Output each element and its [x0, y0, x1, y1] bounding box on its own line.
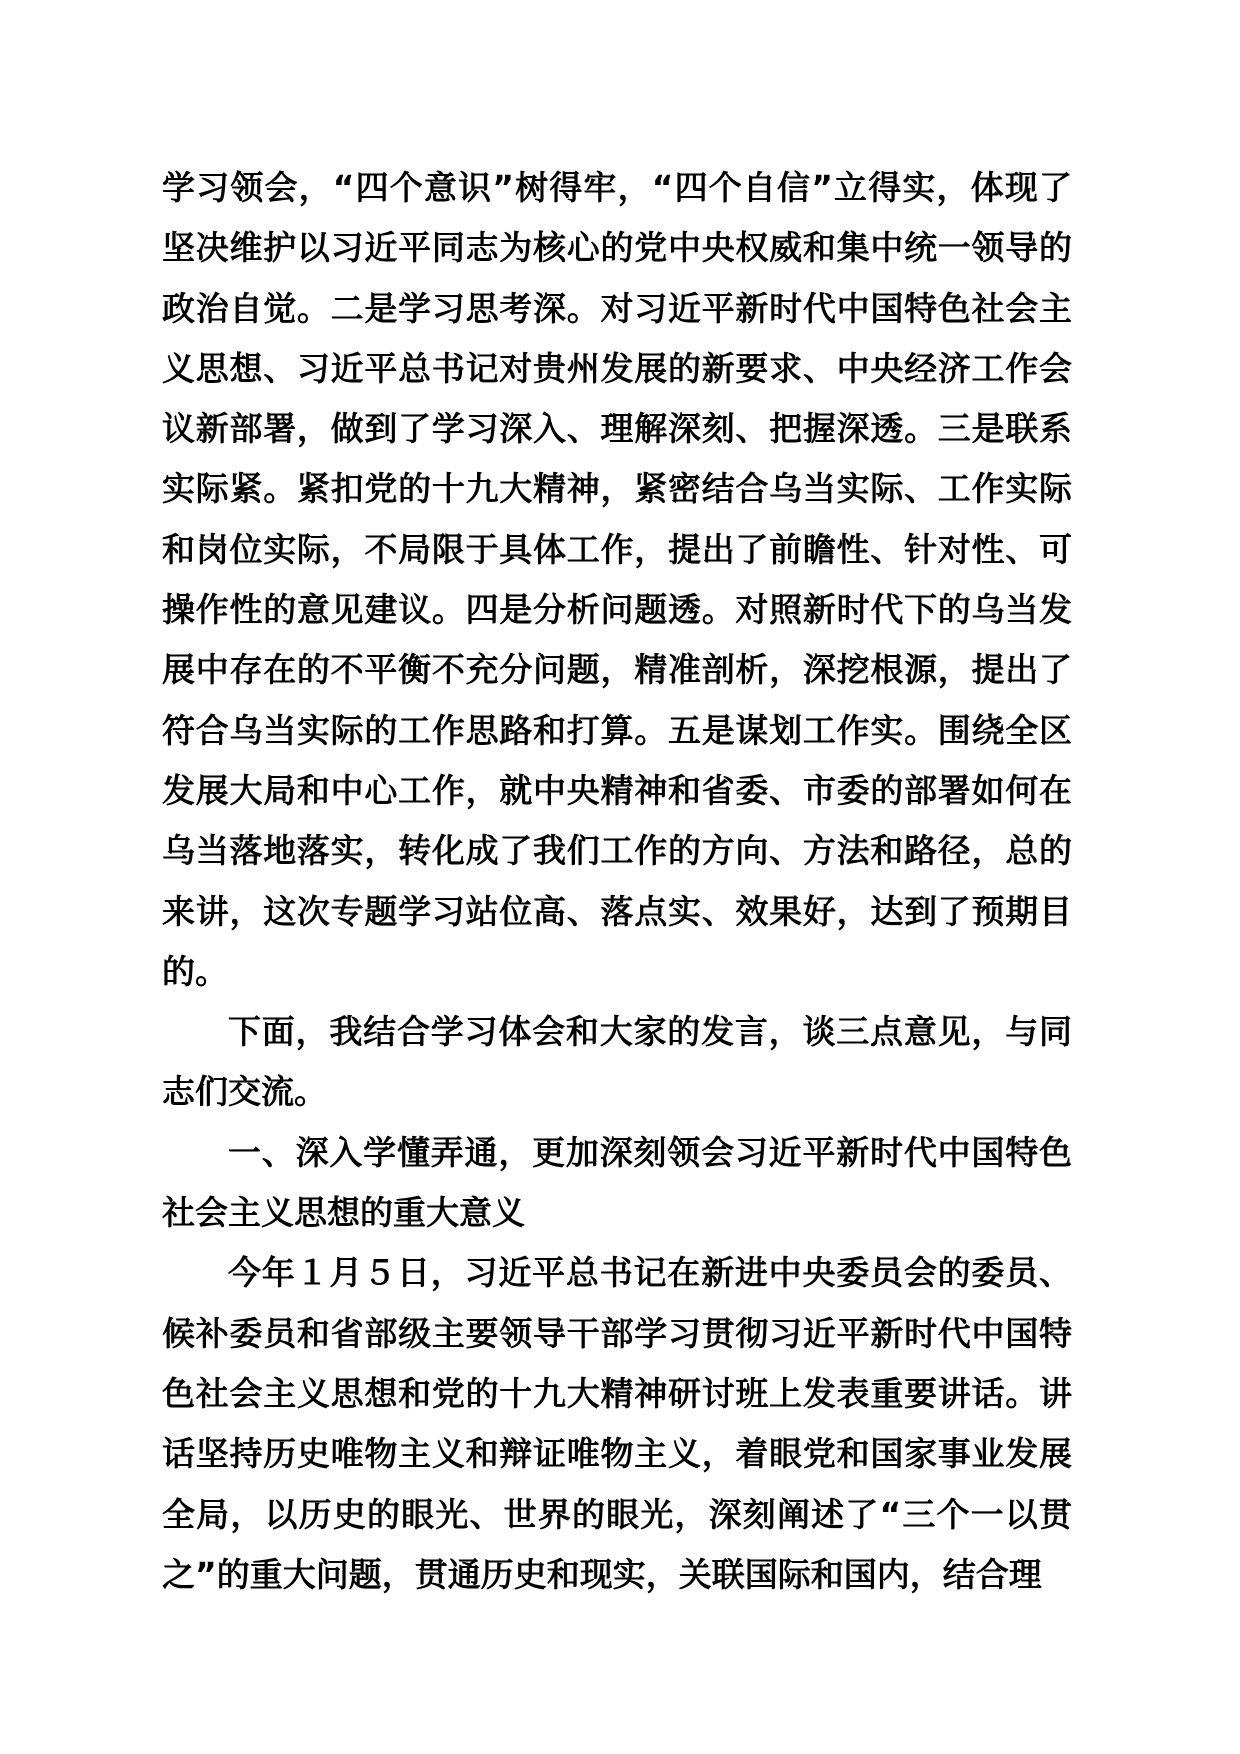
section-heading: 一、深入学懂弄通，更加深刻领会习近平新时代中国特色社会主义思想的重大意义	[162, 1132, 1072, 1233]
body-paragraph: 下面，我结合学习体会和大家的发言，谈三点意见，与同志们交流。	[162, 1012, 1072, 1112]
continuation-paragraph: 学习领会，“四个意识”树得牢，“四个自信”立得实，体现了坚决维护以习近平同志为核心的党中央权威和集中统一领导的政治自觉。二是学习思考深。对习近平新时代中国特色社会主义思想、习近平总书记对贵州发展的新要求、中央经济工作会议新部署，做到了学习深入、理解深刻、把握深透。三是联系实际紧。紧扣党的十九大精神，紧密结合乌当实际、工作实际和岗位实际，不局限于具体工作，提出了前瞻性、针对性、可操作性的意见建议。四是分析问题透。对照新时代下的乌当发展中存在的不平衡不充分问题，精准剖析，深挖根源，提出了符合乌当实际的工作思路和打算。五是谋划工作实。围绕全区发展大局和中心工作，就中央精神和省委、市委的部署如何在乌当落地落实，转化成了我们工作的方向、方法和路径，总的来讲，这次专题学习站位高、落点实、效果好，达到了预期目的。	[162, 168, 1072, 991]
document-body	[162, 158, 1072, 1605]
body-paragraph: 今年１月５日，习近平总书记在新进中央委员会的委员、候补委员和省部级主要领导干部学习贯彻习近平新时代中国特色社会主义思想和党的十九大精神研讨班上发表重要讲话。讲话坚持历史唯物主义和辩证唯物主义，着眼党和国家事业发展全局，以历史的眼光、世界的眼光，深刻阐述了“三个一以贯之”的重大问题，贯通历史和现实，关联国际和国内，结合理	[162, 1253, 1072, 1594]
